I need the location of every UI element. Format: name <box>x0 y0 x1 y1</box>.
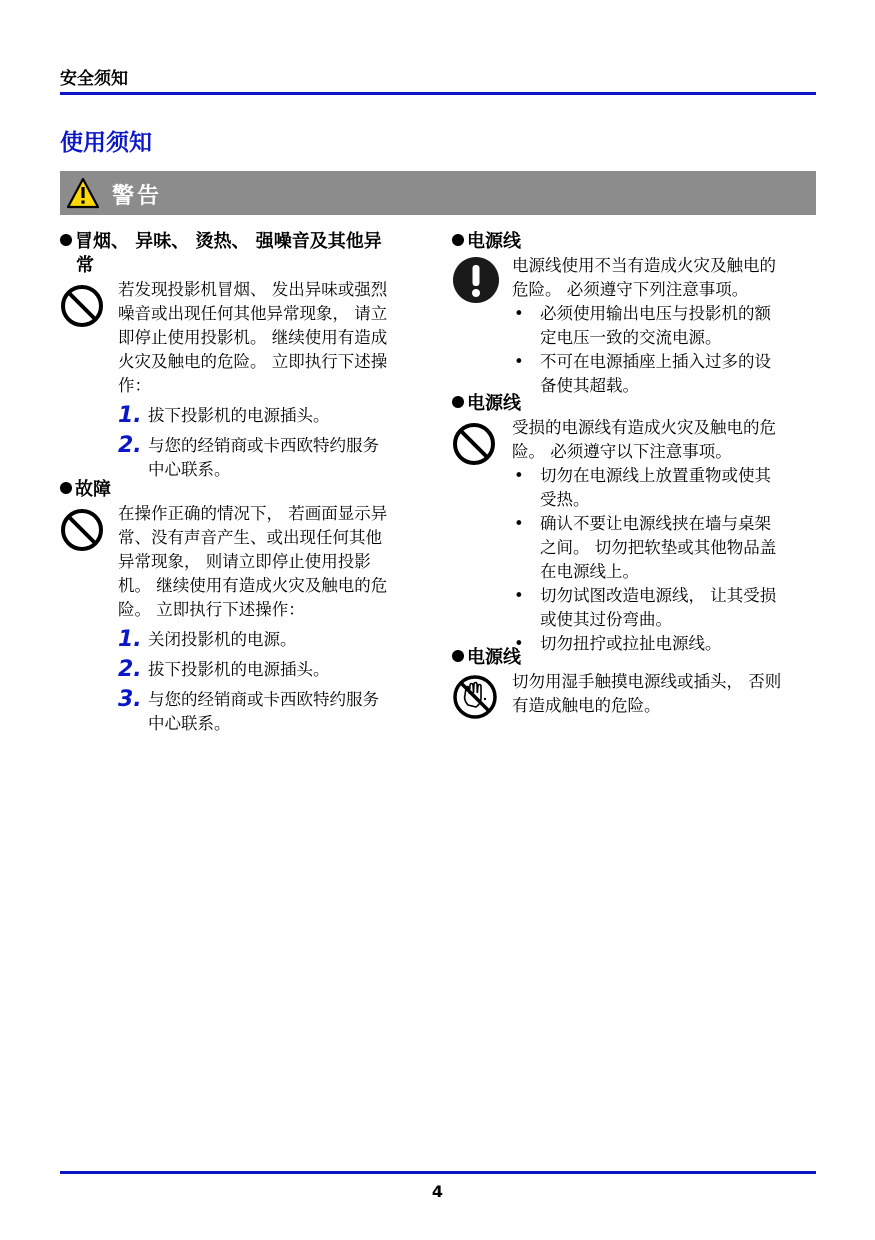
smoke-step-1: 1. 拔下投影机的电源插头。 <box>118 403 330 428</box>
prohibition-icon <box>60 284 104 328</box>
smoke-heading: 冒烟、 异味、 烫热、 强噪音及其他异 <box>60 230 425 254</box>
warning-triangle-icon <box>66 177 100 209</box>
bullet-item: • 切勿扭拧或拉扯电源线。 <box>514 634 722 653</box>
smoke-section <box>60 230 425 278</box>
page-number: 4 <box>431 1182 444 1201</box>
malfunction-step-2: 2. 拔下投影机的电源插头。 <box>118 657 330 682</box>
warning-bar <box>60 171 816 215</box>
header-title: 安全须知 <box>60 69 128 89</box>
malfunction-paragraph: 在操作正确的情况下， 若画面显示异 常、没有声音产生、或出现任何其他 异常现象， 则请立即停止使用投影 机。 继续使用有造成火灾及触电的危 险。 立即执行下述操作： <box>118 504 388 619</box>
warning-label: 警告 <box>112 184 163 209</box>
no-wet-hands-icon <box>452 674 498 720</box>
mandatory-exclamation-icon <box>452 256 500 304</box>
power-cord-body-3: 切勿用湿手触摸电源线或插头， 否则 有造成触电的危险。 <box>512 672 782 715</box>
bullet-item: • 确认不要让电源线挟在墙与桌架 之间。 切勿把软垫或其他物品盖 在电源线上。 <box>514 514 777 581</box>
smoke-step-2: 2. 与您的经销商或卡西欧特约服务 中心联系。 <box>118 433 379 479</box>
malfunction-heading: 故障 <box>60 478 111 502</box>
bullet-item: • 切勿试图改造电源线， 让其受损 或使其过份弯曲。 <box>514 586 777 629</box>
power-cord-body-2: 受损的电源线有造成火灾及触电的危 险。 必须遵守以下注意事项。 • 切勿在电源线上放置重物或使其 受热。 • 确认不要让电源线挟在墙与桌架 之间。 切勿把软垫或其他物品盖 在电源线上。 • 切勿试图改造电源线， 让其受损 或使其过份弯曲。 • 切勿扭拧或拉扯电源线。 <box>512 416 817 656</box>
malfunction-step-3: 3. 与您的经销商或卡西欧特约服务 中心联系。 <box>118 687 379 733</box>
bullet-item: • 切勿在电源线上放置重物或使其 受热。 <box>514 466 771 509</box>
malfunction-step-1: 1. 关闭投影机的电源。 <box>118 627 297 652</box>
power-cord-heading-3: 电源线 <box>452 646 521 670</box>
footer-rule <box>60 1171 816 1174</box>
header-rule <box>60 92 816 95</box>
smoke-heading-cont: 常 <box>76 255 94 276</box>
malfunction-body <box>118 502 428 736</box>
bullet-item: • 必须使用输出电压与投影机的额 定电压一致的交流电源。 <box>514 304 771 347</box>
power-cord-heading-2: 电源线 <box>452 392 521 416</box>
power-cord-heading-1: 电源线 <box>452 230 521 254</box>
prohibition-icon <box>452 422 496 466</box>
power-cord-body-1: 电源线使用不当有造成火灾及触电的 危险。 必须遵守下列注意事项。 • 必须使用输出电压与投影机的额 定电压一致的交流电源。 • 不可在电源插座上插入过多的设 备使其超载。 <box>512 254 817 398</box>
bullet-item: • 不可在电源插座上插入过多的设 备使其超载。 <box>514 352 771 395</box>
smoke-body <box>118 278 428 482</box>
prohibition-icon <box>60 508 104 552</box>
smoke-paragraph: 若发现投影机冒烟、 发出异味或强烈 噪音或出现任何其他异常现象， 请立 即停止使用投影机。 继续使用有造成 火灾及触电的危险。 立即执行下述操 作： <box>118 280 388 395</box>
section-title: 使用须知 <box>60 130 152 156</box>
